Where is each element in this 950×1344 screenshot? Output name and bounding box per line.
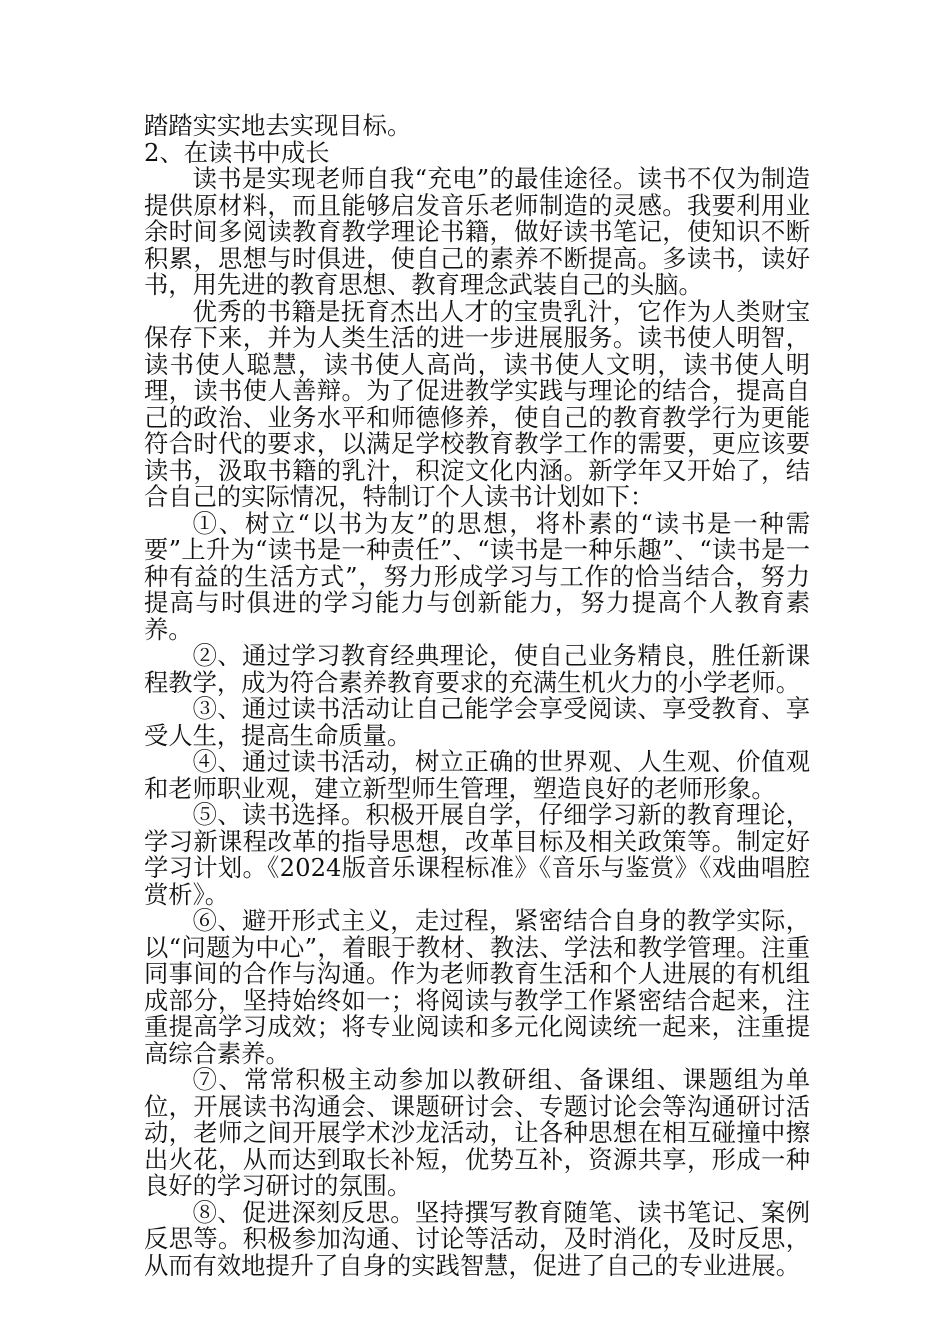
plan-item-3: ③、通过读书活动让自己能学会享受阅读、享受教育、享受人生，提高生命质量。 bbox=[144, 694, 810, 750]
plan-item-1: ①、树立“以书为友”的思想，将朴素的“读书是一种需要”上升为“读书是一种责任”、“读书是一种乐趣”、“读书是一种有益的生活方式”，努力形成学习与工作的恰当结合，努力提高与时俱进的学习能力与创新能力，努力提高个人教育素养。 bbox=[144, 508, 810, 644]
plan-item-2: ②、通过学习教育经典理论，使自己业务精良，胜任新课程教学，成为符合素养教育要求的充满生机火力的小学老师。 bbox=[144, 641, 810, 697]
paragraph-continuation: 踏踏实实地去实现目标。 bbox=[144, 111, 412, 140]
paragraph-reading-intro: 读书是实现老师自我“充电”的最佳途径。读书不仅为制造提供原材料，而且能够启发音乐老师制造的灵感。我要利用业余时间多阅读教育教学理论书籍，做好读书笔记，使知识不断积累，思想与时俱进，使自己的素养不断提高。多读书，读好书，用先进的教育思想、教育理念武装自己的头脑。 bbox=[144, 164, 810, 299]
plan-item-5: ⑤、读书选择。积极开展自学，仔细学习新的教育理论，学习新课程改革的指导思想，改革目标及相关政策等。制定好学习计划。《2024版音乐课程标准》《音乐与鉴赏》《戏曲唱腔赏析》。 bbox=[144, 800, 810, 909]
paragraph-reading-plan: 优秀的书籍是抚育杰出人才的宝贵乳汁，它作为人类财宝保存下来，并为人类生活的进一步进展服务。读书使人明智，读书使人聪慧，读书使人高尚，读书使人文明，读书使人明理，读书使人善辩。为了促进教学实践与理论的结合，提高自己的政治、业务水平和师德修养，使自己的教育教学行为更能符合时代的要求，以满足学校教育教学工作的需要，更应该要读书，汲取书籍的乳汁，积淀文化内涵。新学年又开始了，结合自己的实际情况，特制订个人读书计划如下： bbox=[144, 296, 810, 511]
plan-item-8: ⑧、促进深刻反思。坚持撰写教育随笔、读书笔记、案例反思等。积极参加沟通、讨论等活动，及时消化，及时反思，从而有效地提升了自身的实践智慧，促进了自己的专业进展。 bbox=[144, 1197, 810, 1280]
plan-item-4: ④、通过读书活动，树立正确的世界观、人生观、价值观和老师职业观，建立新型师生管理，塑造良好的老师形象。 bbox=[144, 747, 810, 803]
section-heading: 2、在读书中成长 bbox=[144, 137, 330, 167]
plan-item-6: ⑥、避开形式主义，走过程，紧密结合自身的教学实际，以“问题为中心”，着眼于教材、教法、学法和教学管理。注重同事间的合作与沟通。作为老师教育生活和个人进展的有机组成部分，坚持始终如一；将阅读与教学工作紧密结合起来，注重提高学习成效；将专业阅读和多元化阅读统一起来，注重提高综合素养。 bbox=[144, 906, 810, 1068]
plan-item-7: ⑦、常常积极主动参加以教研组、备课组、课题组为单位，开展读书沟通会、课题研讨会、专题讨论会等沟通研讨活动，老师之间开展学术沙龙活动，让各种思想在相互碰撞中擦出火花，从而达到取长补短，优势互补，资源共享，形成一种良好的学习研讨的氛围。 bbox=[144, 1065, 810, 1200]
document-body bbox=[144, 113, 810, 1279]
